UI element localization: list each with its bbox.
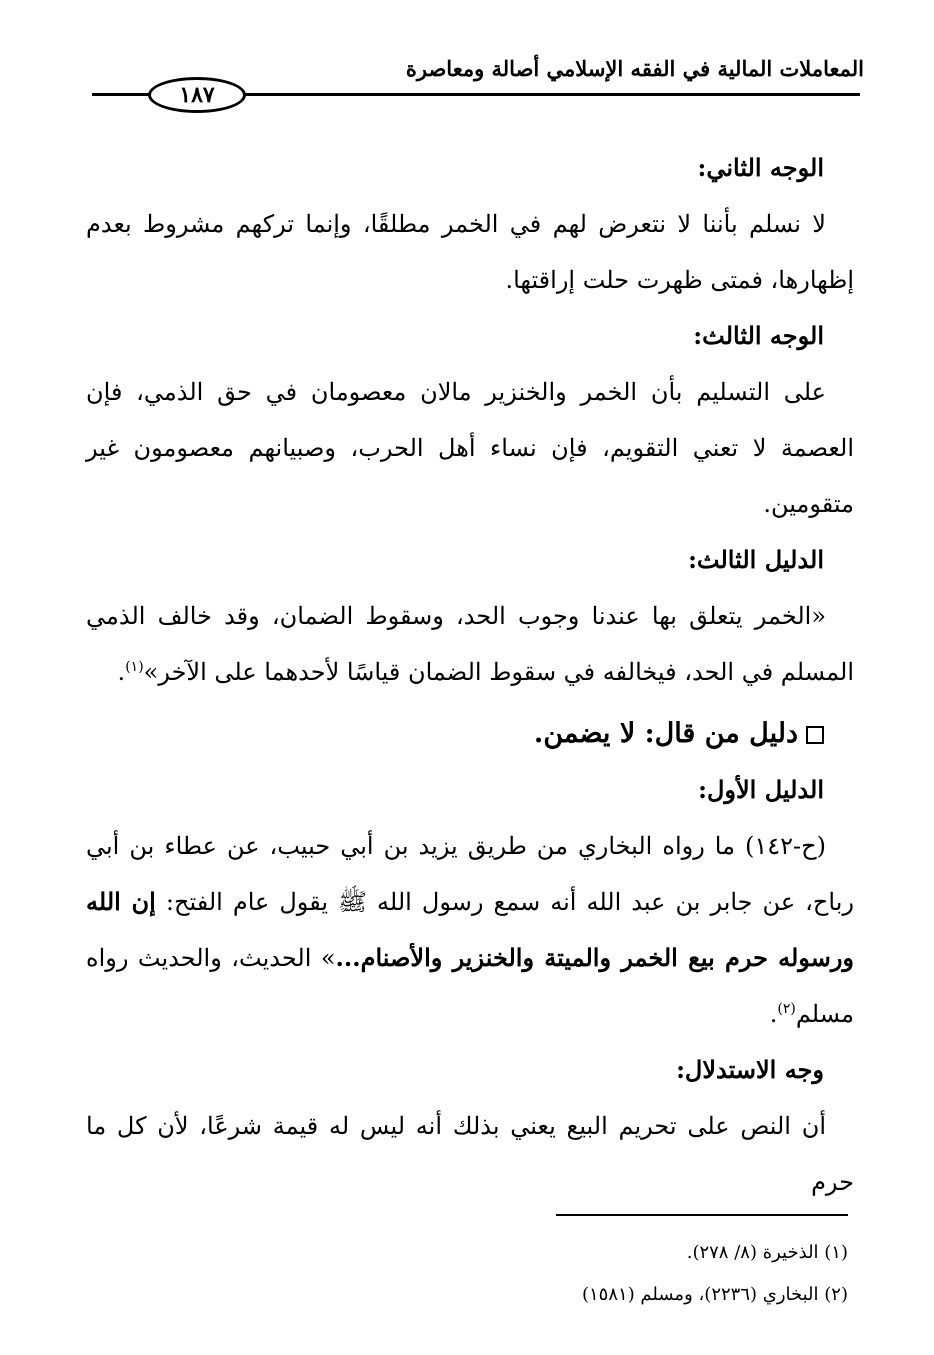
page-number: ١٨٧ xyxy=(148,77,246,113)
heading-inference: وجه الاستدلال: xyxy=(676,1055,824,1084)
period: . xyxy=(117,658,126,686)
hadith-intro: (ح-١٤٢) ما رواه البخاري من طريق يزيد بن أبي حبيب، عن عطاء بن أبي رباح، عن جابر بن عبد الله أنه سمع رسول الله ﷺ يقول عام الفتح: xyxy=(86,832,854,916)
heading-first-evidence: الدليل الأول: xyxy=(698,775,824,804)
footnote-ref-2: (٢) xyxy=(777,1001,796,1017)
paragraph-text: أن النص على تحريم البيع يعني بذلك أنه ليس له قيمة شرعًا، لأن كل ما حرم xyxy=(86,1112,854,1196)
section-heading xyxy=(86,706,854,762)
paragraph-inference xyxy=(86,1098,854,1210)
heading-third-evidence: الدليل الثالث: xyxy=(688,545,824,574)
hadith-text: إن الله ورسوله حرم بيع الخمر والميتة والخنزير والأصنام... xyxy=(86,887,854,972)
page-body xyxy=(86,140,854,1210)
paragraph-third-aspect xyxy=(86,364,854,532)
footnotes xyxy=(148,1232,848,1316)
hadith-outro: » الحديث، والحديث رواه مسلم xyxy=(86,944,854,1028)
footnote-rule xyxy=(556,1214,848,1216)
paragraph-second-aspect xyxy=(86,196,854,308)
footnote-ref-1: (١) xyxy=(125,659,144,675)
heading-second-aspect: الوجه الثاني: xyxy=(697,153,824,182)
paragraph-hadith xyxy=(86,818,854,1042)
square-bullet-icon xyxy=(806,726,824,744)
footnote-1: (١) الذخيرة (٨/ ٢٧٨). xyxy=(686,1242,848,1263)
paragraph-text: «الخمر يتعلق بها عندنا وجوب الحد، وسقوط الضمان، وقد خالف الذمي المسلم في الحد، فيخالفه في سقوط الضمان قياسًا لأحدهما على الآخر» xyxy=(86,602,854,686)
paragraph-text: لا نسلم بأننا لا نتعرض لهم في الخمر مطلقًا، وإنما تركهم مشروط بعدم إظهارها، فمتى ظهرت حلت إراقتها. xyxy=(86,210,854,294)
heading-third-aspect: الوجه الثالث: xyxy=(693,321,824,350)
paragraph-third-evidence xyxy=(86,588,854,700)
paragraph-text: على التسليم بأن الخمر والخنزير مالان معصومان في حق الذمي، فإن العصمة لا تعني التقويم، فإن نساء أهل الحرب، وصبيانهم معصومون غير متقومين. xyxy=(86,378,854,518)
running-title: المعاملات المالية في الفقه الإسلامي أصالة ومعاصرة xyxy=(405,56,864,81)
period: . xyxy=(769,1000,778,1028)
section-heading-text: دليل من قال: لا يضمن. xyxy=(533,718,798,749)
footnote-2: (٢) البخاري (٢٢٣٦)، ومسلم (١٥٨١) xyxy=(581,1284,848,1305)
